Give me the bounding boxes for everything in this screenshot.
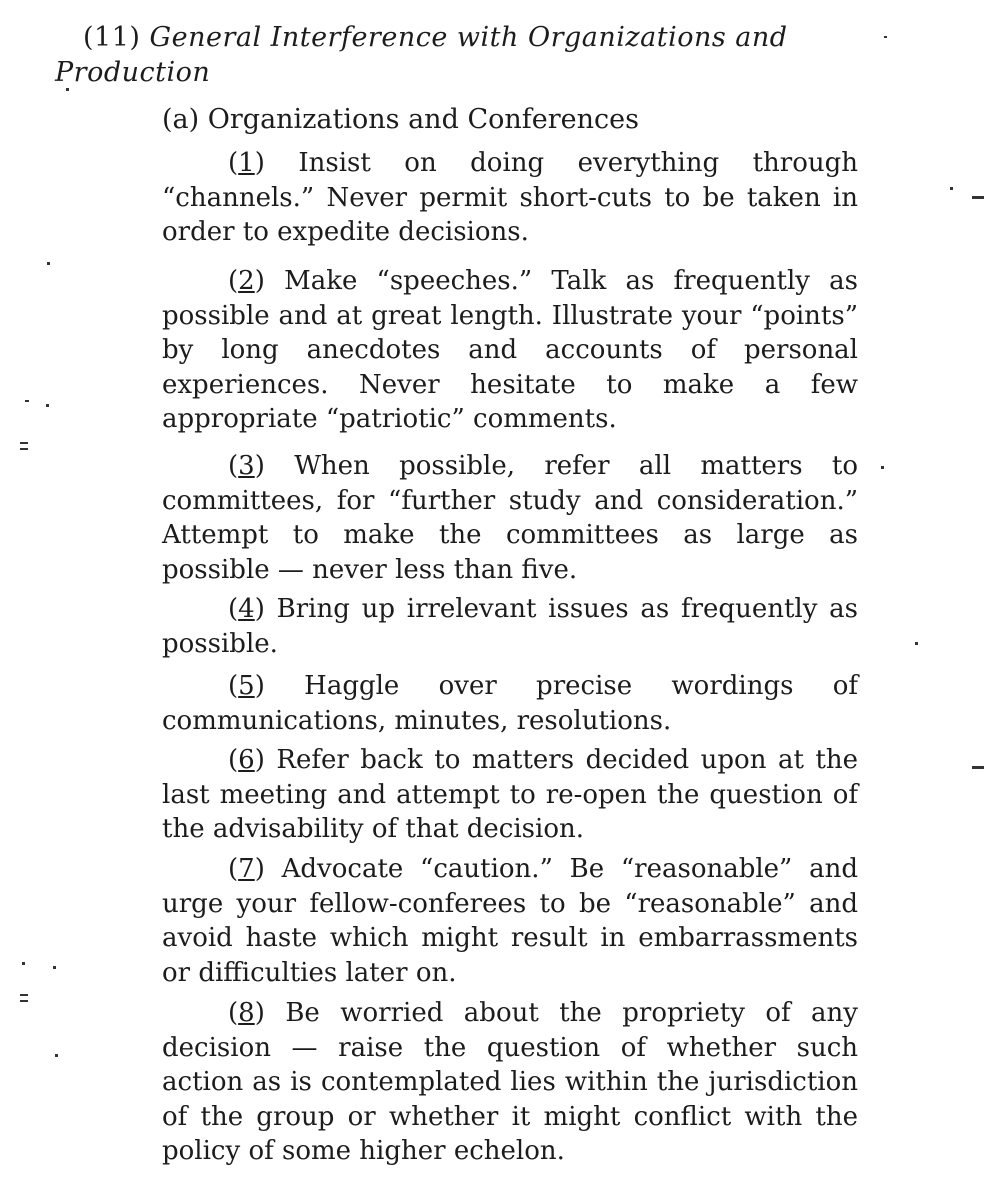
item-text: Make “speeches.” Talk as frequently as possible and at great length. Illustrate your “points” by long anecdotes and accounts of personal experiences. Never hesitate to make a few appropriate “patriotic” comments.: [162, 266, 859, 434]
section-title-line2: Production: [55, 57, 211, 88]
item-text: Advocate “caution.” Be “reasonable” and urge your fellow-conferees to be “reasonable” and avoid haste which might result in embarrassments or difficulties later on.: [162, 854, 858, 988]
scan-speck: [46, 404, 49, 407]
scan-speck: [972, 196, 984, 199]
scan-speck: [22, 962, 25, 965]
section-title-line1: General Interference with Organizations and: [149, 22, 788, 53]
scan-speck: [53, 966, 56, 969]
item-number: (4): [228, 594, 265, 624]
scan-speck: [47, 262, 50, 265]
item-text: Insist on doing everything through “channels.” Never permit short-cuts to be taken in order to expedite decisions.: [162, 148, 859, 247]
item-number: (1): [228, 148, 265, 178]
item-text: When possible, refer all matters to committees, for “further study and consideration.” Attempt to make the committees as large as possible — never less than five.: [162, 451, 859, 585]
list-item: [162, 852, 858, 990]
section-heading: [55, 20, 855, 90]
scan-speck: [20, 994, 28, 996]
scan-speck: [55, 1054, 58, 1057]
scan-speck: [20, 1000, 28, 1002]
item-number: (5): [228, 671, 265, 701]
scan-speck: [20, 448, 28, 450]
item-number: (2): [228, 266, 265, 296]
scan-speck: [881, 466, 884, 469]
subsection-heading: (a) Organizations and Conferences: [162, 104, 639, 135]
item-text: Be worried about the propriety of any decision — raise the question of whether such action as is contemplated lies within the jurisdiction of the group or whether it might conflict with the policy of some higher echelon.: [162, 998, 858, 1166]
item-text: Bring up irrelevant issues as frequently as possible.: [162, 594, 859, 659]
list-item: [162, 146, 858, 250]
list-item: [162, 996, 858, 1169]
item-number: (3): [228, 451, 265, 481]
scan-speck: [950, 187, 953, 190]
list-item: [162, 264, 858, 437]
scan-speck: [915, 642, 918, 645]
item-number: (8): [228, 998, 265, 1028]
section-number: (11): [83, 22, 141, 53]
list-item: [162, 592, 858, 661]
item-text: Haggle over precise wordings of communications, minutes, resolutions.: [162, 671, 859, 736]
scan-speck: [884, 36, 887, 38]
item-number: (7): [228, 854, 265, 884]
scan-speck: [20, 442, 28, 444]
scan-speck: [972, 766, 984, 769]
scan-speck: [66, 88, 69, 91]
list-item: [162, 669, 858, 738]
list-item: [162, 449, 858, 587]
list-item: [162, 743, 858, 847]
scan-speck: [25, 400, 29, 402]
item-text: Refer back to matters decided upon at the last meeting and attempt to re-open the question of the advisability of that decision.: [162, 745, 858, 844]
item-number: (6): [228, 745, 265, 775]
